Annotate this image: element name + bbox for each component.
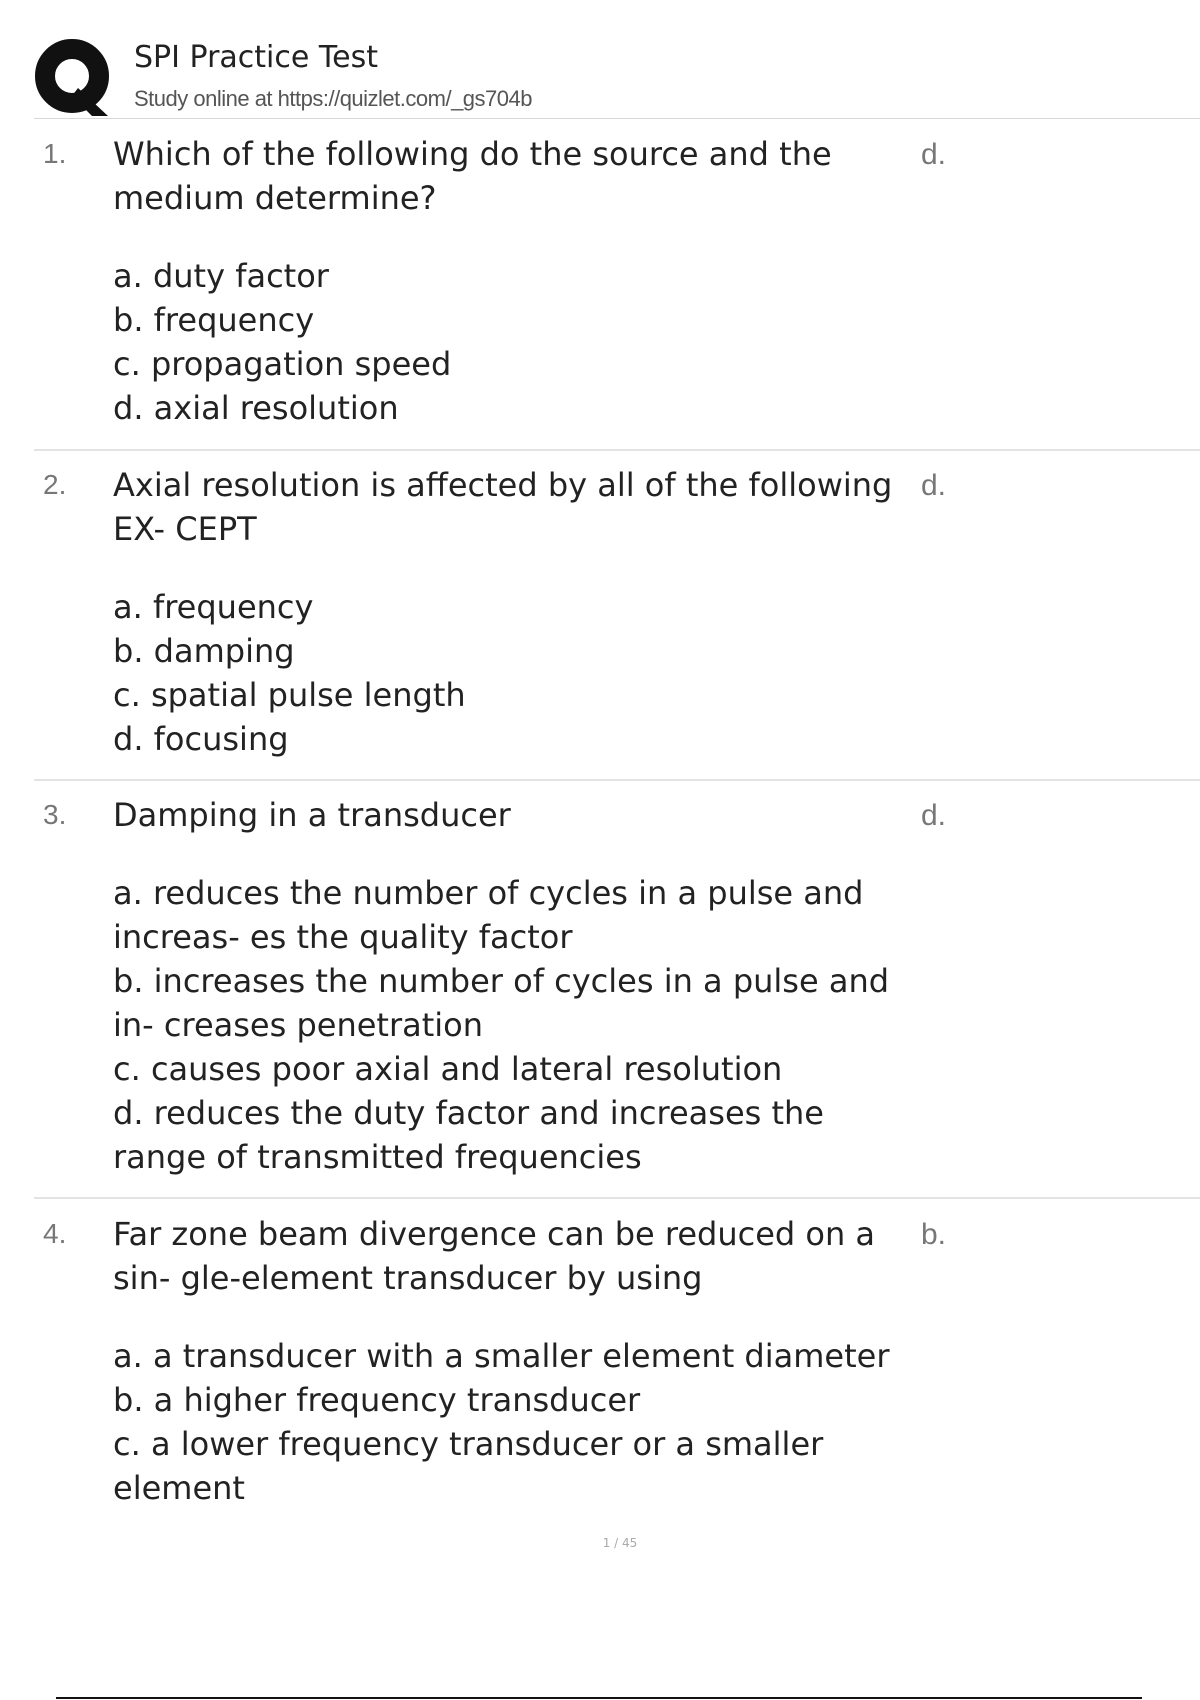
option-b: b. damping <box>113 632 295 670</box>
options-list <box>113 871 913 1179</box>
option-c: c. propagation speed <box>113 345 452 383</box>
question-text: Axial resolution is affected by all of the following EX- CEPT <box>113 466 893 548</box>
question-number: 1. <box>43 138 67 169</box>
question-divider <box>34 779 1200 781</box>
answer-label: d. <box>921 469 947 502</box>
page-subtitle: Study online at https://quizlet.com/_gs704b <box>134 86 532 111</box>
option-b: b. increases the number of cycles in a pulse and in- creases penetration <box>113 962 890 1044</box>
question-text: Which of the following do the source and the medium determine? <box>113 135 832 217</box>
page-header <box>34 38 1200 118</box>
question-divider <box>34 449 1200 451</box>
page-title: SPI Practice Test <box>134 40 378 75</box>
quizlet-logo-icon <box>34 38 114 118</box>
question-number: 2. <box>43 469 67 500</box>
option-a: a. a transducer with a smaller element diameter <box>113 1337 890 1375</box>
question-number: 3. <box>43 799 67 830</box>
header-divider <box>34 118 1200 119</box>
option-c: c. a lower frequency transducer or a smaller element <box>113 1425 824 1507</box>
question-divider <box>34 1197 1200 1199</box>
question-text: Far zone beam divergence can be reduced on a sin- gle-element transducer by using <box>113 1215 875 1297</box>
option-a: a. frequency <box>113 588 314 626</box>
option-b: b. a higher frequency transducer <box>113 1381 641 1419</box>
page-number: 1 / 45 <box>602 1536 638 1550</box>
option-d: d. axial resolution <box>113 389 399 427</box>
answer-label: d. <box>921 138 947 171</box>
option-a: a. reduces the number of cycles in a pulse and increas- es the quality factor <box>113 874 864 956</box>
question-number: 4. <box>43 1218 67 1249</box>
answer-label: b. <box>921 1218 947 1251</box>
option-c: c. spatial pulse length <box>113 676 466 714</box>
option-d: d. reduces the duty factor and increases the range of transmitted frequencies <box>113 1094 824 1176</box>
options-list <box>113 1334 923 1510</box>
option-d: d. focusing <box>113 720 289 758</box>
option-c: c. causes poor axial and lateral resolution <box>113 1050 783 1088</box>
question-text: Damping in a transducer <box>113 796 511 834</box>
options-list <box>113 254 923 430</box>
option-b: b. frequency <box>113 301 315 339</box>
option-a: a. duty factor <box>113 257 329 295</box>
options-list <box>113 585 923 761</box>
bottom-rule <box>56 1697 1142 1699</box>
answer-label: d. <box>921 799 947 832</box>
